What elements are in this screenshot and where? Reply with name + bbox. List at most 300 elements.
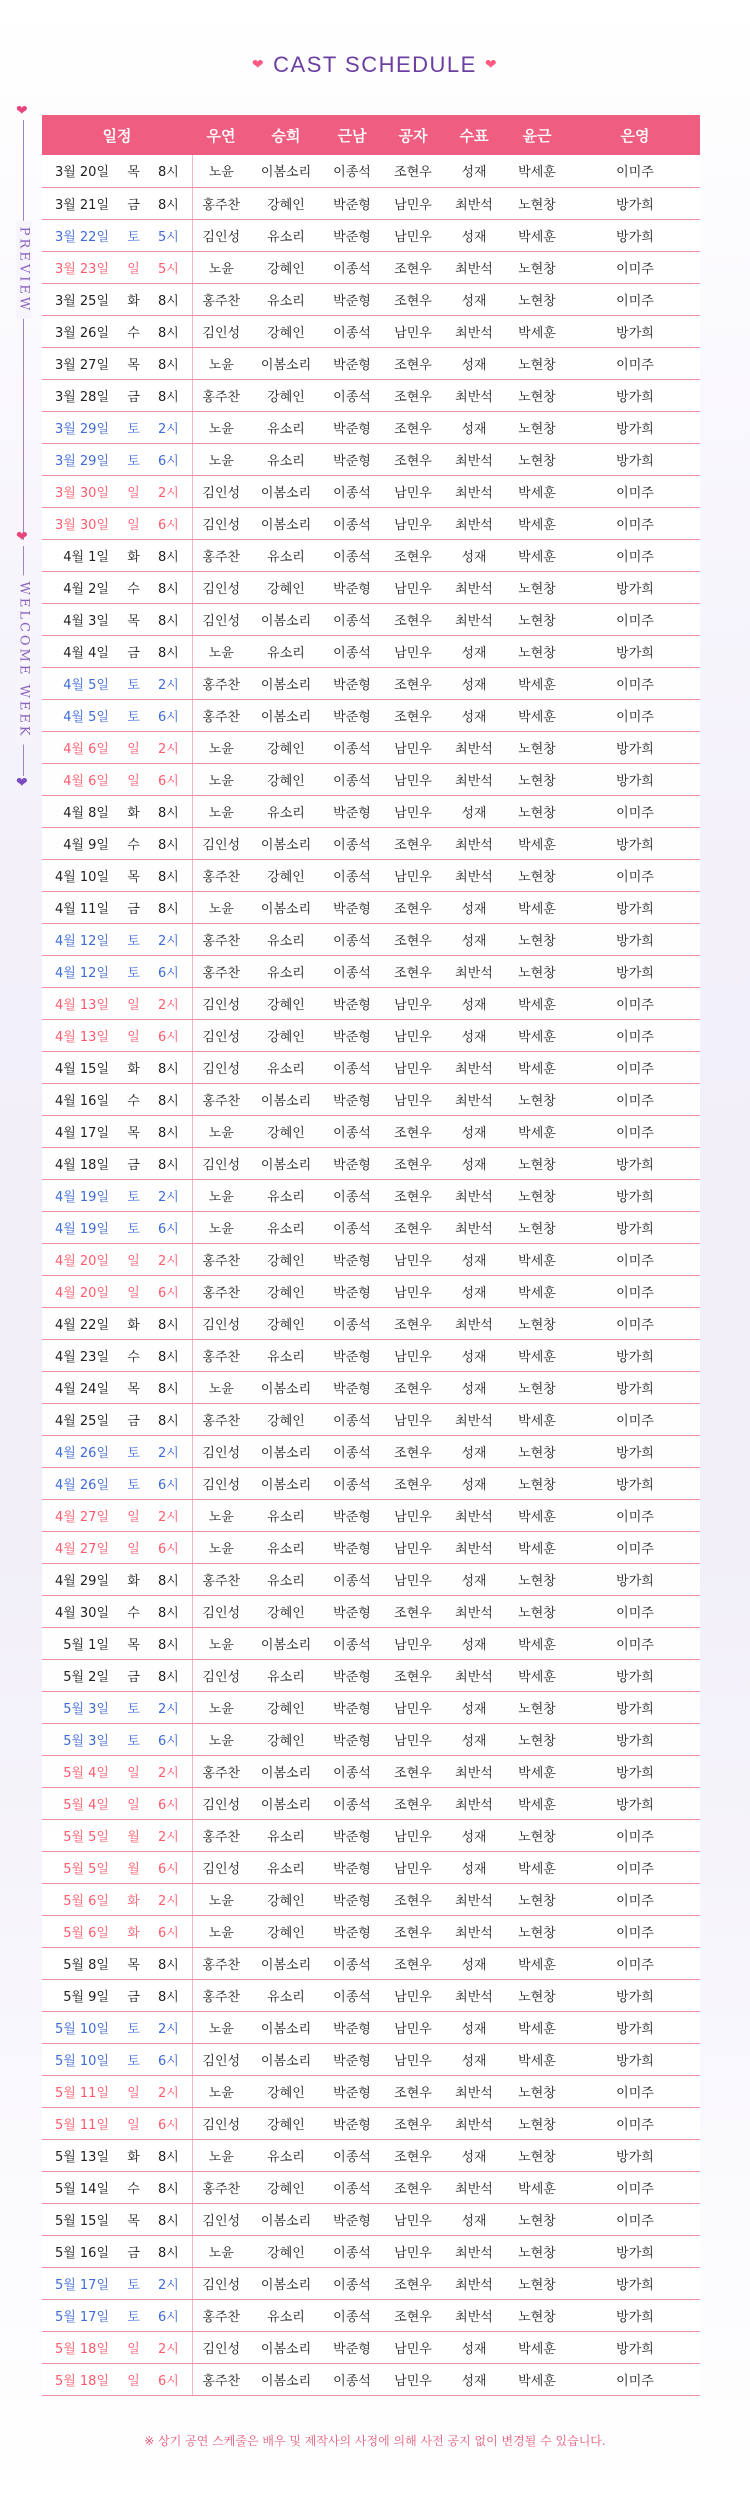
cast-yungeun: 박세훈	[504, 1339, 570, 1371]
cast-yungeun: 노현창	[504, 2203, 570, 2235]
cast-geunnam: 박준형	[322, 699, 382, 731]
cast-eunyeong: 이미주	[570, 1115, 700, 1147]
date-cell: 5월 9일	[42, 1979, 115, 2011]
cast-seunghee: 이봄소리	[250, 347, 322, 379]
table-row	[42, 347, 700, 379]
cast-eunyeong: 방가희	[570, 1179, 700, 1211]
time-cell: 8시	[152, 1947, 192, 1979]
cast-seunghee: 유소리	[250, 1179, 322, 1211]
day-cell: 금	[115, 635, 152, 667]
cast-supyo: 최반석	[444, 859, 504, 891]
cast-yungeun: 박세훈	[504, 2043, 570, 2075]
table-row	[42, 1787, 700, 1819]
day-cell: 금	[115, 891, 152, 923]
cast-yungeun: 노현창	[504, 923, 570, 955]
time-cell: 5시	[152, 251, 192, 283]
cast-geunnam: 이종석	[322, 1755, 382, 1787]
time-cell: 2시	[152, 1819, 192, 1851]
table-row	[42, 1755, 700, 1787]
cast-yungeun: 박세훈	[504, 1051, 570, 1083]
day-cell: 화	[115, 1915, 152, 1947]
cast-gongja: 남민우	[382, 1051, 444, 1083]
cast-yungeun: 노현창	[504, 1147, 570, 1179]
cast-supyo: 성재	[444, 1819, 504, 1851]
cast-uyeon: 노윤	[192, 347, 250, 379]
time-cell: 2시	[152, 2075, 192, 2107]
cast-seunghee: 강혜인	[250, 1403, 322, 1435]
date-cell: 4월 15일	[42, 1051, 115, 1083]
cast-yungeun: 노현창	[504, 795, 570, 827]
cast-eunyeong: 방가희	[570, 443, 700, 475]
cast-uyeon: 김인성	[192, 1595, 250, 1627]
cast-seunghee: 이봄소리	[250, 891, 322, 923]
cast-uyeon: 김인성	[192, 2107, 250, 2139]
time-cell: 8시	[152, 891, 192, 923]
cast-gongja: 조현우	[382, 539, 444, 571]
date-cell: 4월 29일	[42, 1563, 115, 1595]
table-row	[42, 475, 700, 507]
cast-uyeon: 홍주찬	[192, 1755, 250, 1787]
cast-seunghee: 강혜인	[250, 2235, 322, 2267]
cast-uyeon: 홍주찬	[192, 1275, 250, 1307]
cast-uyeon: 홍주찬	[192, 1339, 250, 1371]
cast-geunnam: 이종석	[322, 731, 382, 763]
cast-yungeun: 박세훈	[504, 667, 570, 699]
cast-seunghee: 이봄소리	[250, 507, 322, 539]
cast-supyo: 성재	[444, 1371, 504, 1403]
cast-eunyeong: 방가희	[570, 411, 700, 443]
cast-gongja: 조현우	[382, 699, 444, 731]
cast-gongja: 조현우	[382, 923, 444, 955]
time-cell: 2시	[152, 2011, 192, 2043]
cast-geunnam: 이종석	[322, 859, 382, 891]
day-cell: 토	[115, 2267, 152, 2299]
table-row	[42, 411, 700, 443]
table-row	[42, 187, 700, 219]
cast-supyo: 성재	[444, 219, 504, 251]
cast-seunghee: 이봄소리	[250, 2043, 322, 2075]
day-cell: 토	[115, 1723, 152, 1755]
time-cell: 8시	[152, 1979, 192, 2011]
cast-seunghee: 강혜인	[250, 1595, 322, 1627]
cast-geunnam: 이종석	[322, 1051, 382, 1083]
day-cell: 목	[115, 603, 152, 635]
cast-supyo: 최반석	[444, 603, 504, 635]
table-row	[42, 1659, 700, 1691]
date-cell: 3월 20일	[42, 155, 115, 187]
cast-supyo: 성재	[444, 1467, 504, 1499]
date-cell: 5월 8일	[42, 1947, 115, 1979]
notice-text: ※ 상기 공연 스케줄은 배우 및 제작사의 사정에 의해 사전 공지 없이 변경될 수 있습니다.	[144, 2434, 606, 2448]
cast-seunghee: 강혜인	[250, 379, 322, 411]
cast-gongja: 남민우	[382, 1403, 444, 1435]
cast-geunnam: 이종석	[322, 315, 382, 347]
cast-eunyeong: 방가희	[570, 2267, 700, 2299]
cast-seunghee: 유소리	[250, 219, 322, 251]
header-seunghee: 승희	[250, 115, 322, 155]
cast-gongja: 조현우	[382, 1883, 444, 1915]
cast-supyo: 최반석	[444, 1883, 504, 1915]
cast-gongja: 조현우	[382, 1307, 444, 1339]
date-cell: 3월 29일	[42, 443, 115, 475]
cast-eunyeong: 방가희	[570, 635, 700, 667]
cast-eunyeong: 이미주	[570, 859, 700, 891]
cast-uyeon: 김인성	[192, 1851, 250, 1883]
cast-seunghee: 이봄소리	[250, 155, 322, 187]
cast-seunghee: 이봄소리	[250, 667, 322, 699]
time-cell: 8시	[152, 1563, 192, 1595]
cast-eunyeong: 방가희	[570, 1691, 700, 1723]
date-cell: 5월 1일	[42, 1627, 115, 1659]
time-cell: 2시	[152, 475, 192, 507]
cast-uyeon: 김인성	[192, 987, 250, 1019]
cast-uyeon: 노윤	[192, 2011, 250, 2043]
cast-geunnam: 이종석	[322, 379, 382, 411]
date-cell: 3월 26일	[42, 315, 115, 347]
table-row	[42, 379, 700, 411]
cast-geunnam: 박준형	[322, 1659, 382, 1691]
cast-seunghee: 이봄소리	[250, 603, 322, 635]
cast-geunnam: 박준형	[322, 1851, 382, 1883]
cast-yungeun: 노현창	[504, 1371, 570, 1403]
cast-seunghee: 이봄소리	[250, 2363, 322, 2395]
cast-geunnam: 이종석	[322, 603, 382, 635]
cast-uyeon: 김인성	[192, 1147, 250, 1179]
cast-yungeun: 노현창	[504, 1723, 570, 1755]
cast-yungeun: 박세훈	[504, 1627, 570, 1659]
cast-geunnam: 박준형	[322, 2043, 382, 2075]
cast-geunnam: 이종석	[322, 2139, 382, 2171]
header-uyeon: 우연	[192, 115, 250, 155]
table-row	[42, 251, 700, 283]
cast-eunyeong: 방가희	[570, 1211, 700, 1243]
time-cell: 2시	[152, 1435, 192, 1467]
day-cell: 목	[115, 1115, 152, 1147]
table-row	[42, 2203, 700, 2235]
cast-uyeon: 홍주찬	[192, 1243, 250, 1275]
cast-eunyeong: 방가희	[570, 1371, 700, 1403]
time-cell: 6시	[152, 1275, 192, 1307]
cast-seunghee: 이봄소리	[250, 1627, 322, 1659]
cast-uyeon: 김인성	[192, 1467, 250, 1499]
day-cell: 목	[115, 859, 152, 891]
time-cell: 6시	[152, 2299, 192, 2331]
cast-supyo: 최반석	[444, 2299, 504, 2331]
cast-uyeon: 홍주찬	[192, 2363, 250, 2395]
date-cell: 4월 6일	[42, 731, 115, 763]
day-cell: 토	[115, 955, 152, 987]
table-row	[42, 859, 700, 891]
table-row	[42, 923, 700, 955]
time-cell: 2시	[152, 1499, 192, 1531]
cast-eunyeong: 방가희	[570, 1723, 700, 1755]
cast-uyeon: 노윤	[192, 763, 250, 795]
date-cell: 4월 18일	[42, 1147, 115, 1179]
header-gongja: 공자	[382, 115, 444, 155]
cast-gongja: 남민우	[382, 763, 444, 795]
cast-supyo: 최반석	[444, 2267, 504, 2299]
table-row	[42, 1883, 700, 1915]
cast-eunyeong: 방가희	[570, 1563, 700, 1595]
table-row	[42, 1947, 700, 1979]
cast-yungeun: 박세훈	[504, 827, 570, 859]
cast-yungeun: 박세훈	[504, 1403, 570, 1435]
cast-uyeon: 홍주찬	[192, 539, 250, 571]
time-cell: 8시	[152, 795, 192, 827]
time-cell: 6시	[152, 1787, 192, 1819]
cast-seunghee: 유소리	[250, 635, 322, 667]
date-cell: 4월 16일	[42, 1083, 115, 1115]
day-cell: 토	[115, 1691, 152, 1723]
cast-seunghee: 유소리	[250, 795, 322, 827]
header-eunyeong: 은영	[570, 115, 700, 155]
cast-gongja: 조현우	[382, 1947, 444, 1979]
cast-supyo: 성재	[444, 699, 504, 731]
cast-yungeun: 박세훈	[504, 2363, 570, 2395]
cast-uyeon: 김인성	[192, 2043, 250, 2075]
cast-supyo: 최반석	[444, 1531, 504, 1563]
day-cell: 토	[115, 1435, 152, 1467]
cast-yungeun: 노현창	[504, 283, 570, 315]
cast-seunghee: 유소리	[250, 1211, 322, 1243]
cast-seunghee: 이봄소리	[250, 2203, 322, 2235]
date-cell: 3월 29일	[42, 411, 115, 443]
cast-gongja: 남민우	[382, 219, 444, 251]
cast-seunghee: 유소리	[250, 1851, 322, 1883]
cast-geunnam: 박준형	[322, 187, 382, 219]
table-row	[42, 2267, 700, 2299]
date-cell: 3월 23일	[42, 251, 115, 283]
cast-supyo: 최반석	[444, 955, 504, 987]
cast-supyo: 최반석	[444, 1403, 504, 1435]
day-cell: 목	[115, 1947, 152, 1979]
cast-yungeun: 노현창	[504, 1979, 570, 2011]
cast-seunghee: 강혜인	[250, 2075, 322, 2107]
time-cell: 8시	[152, 603, 192, 635]
table-row	[42, 1467, 700, 1499]
date-cell: 3월 21일	[42, 187, 115, 219]
cast-geunnam: 박준형	[322, 1019, 382, 1051]
cast-seunghee: 강혜인	[250, 2171, 322, 2203]
day-cell: 화	[115, 539, 152, 571]
cast-supyo: 최반석	[444, 2107, 504, 2139]
cast-gongja: 남민우	[382, 1339, 444, 1371]
cast-yungeun: 노현창	[504, 1563, 570, 1595]
cast-geunnam: 박준형	[322, 2203, 382, 2235]
time-cell: 8시	[152, 2171, 192, 2203]
cast-eunyeong: 이미주	[570, 2363, 700, 2395]
cast-seunghee: 강혜인	[250, 1723, 322, 1755]
cast-gongja: 조현우	[382, 1115, 444, 1147]
cast-gongja: 조현우	[382, 2075, 444, 2107]
day-cell: 수	[115, 1595, 152, 1627]
cast-uyeon: 홍주찬	[192, 1819, 250, 1851]
day-cell: 토	[115, 667, 152, 699]
cast-eunyeong: 이미주	[570, 1627, 700, 1659]
time-cell: 2시	[152, 2267, 192, 2299]
cast-geunnam: 이종석	[322, 507, 382, 539]
cast-supyo: 최반석	[444, 2171, 504, 2203]
cast-geunnam: 박준형	[322, 2331, 382, 2363]
table-row	[42, 1339, 700, 1371]
time-cell: 6시	[152, 2107, 192, 2139]
cast-supyo: 성재	[444, 155, 504, 187]
cast-geunnam: 박준형	[322, 1691, 382, 1723]
time-cell: 8시	[152, 571, 192, 603]
cast-uyeon: 김인성	[192, 475, 250, 507]
date-cell: 5월 10일	[42, 2043, 115, 2075]
table-row	[42, 219, 700, 251]
time-cell: 2시	[152, 1883, 192, 1915]
table-row	[42, 443, 700, 475]
date-cell: 3월 28일	[42, 379, 115, 411]
cast-seunghee: 강혜인	[250, 1883, 322, 1915]
time-cell: 6시	[152, 2043, 192, 2075]
cast-yungeun: 박세훈	[504, 1115, 570, 1147]
cast-yungeun: 노현창	[504, 2299, 570, 2331]
cast-eunyeong: 이미주	[570, 1819, 700, 1851]
cast-geunnam: 박준형	[322, 1819, 382, 1851]
cast-uyeon: 노윤	[192, 1627, 250, 1659]
cast-yungeun: 노현창	[504, 1179, 570, 1211]
table-row	[42, 155, 700, 187]
cast-gongja: 조현우	[382, 1915, 444, 1947]
time-cell: 8시	[152, 2203, 192, 2235]
cast-eunyeong: 이미주	[570, 1499, 700, 1531]
schedule-body	[42, 155, 700, 2395]
day-cell: 일	[115, 1531, 152, 1563]
cast-geunnam: 이종석	[322, 539, 382, 571]
time-cell: 6시	[152, 699, 192, 731]
table-row	[42, 731, 700, 763]
time-cell: 6시	[152, 443, 192, 475]
cast-geunnam: 박준형	[322, 1147, 382, 1179]
date-cell: 4월 24일	[42, 1371, 115, 1403]
date-cell: 4월 23일	[42, 1339, 115, 1371]
table-row	[42, 1307, 700, 1339]
cast-eunyeong: 이미주	[570, 2107, 700, 2139]
cast-gongja: 조현우	[382, 891, 444, 923]
cast-eunyeong: 이미주	[570, 1883, 700, 1915]
cast-eunyeong: 방가희	[570, 2139, 700, 2171]
cast-eunyeong: 이미주	[570, 1019, 700, 1051]
cast-uyeon: 홍주찬	[192, 2299, 250, 2331]
cast-geunnam: 이종석	[322, 923, 382, 955]
date-cell: 3월 27일	[42, 347, 115, 379]
time-cell: 5시	[152, 219, 192, 251]
cast-seunghee: 유소리	[250, 1531, 322, 1563]
date-cell: 4월 4일	[42, 635, 115, 667]
cast-supyo: 최반석	[444, 1051, 504, 1083]
cast-gongja: 남민우	[382, 1083, 444, 1115]
cast-seunghee: 유소리	[250, 1979, 322, 2011]
cast-seunghee: 이봄소리	[250, 1947, 322, 1979]
cast-yungeun: 노현창	[504, 1211, 570, 1243]
cast-yungeun: 노현창	[504, 347, 570, 379]
cast-yungeun: 박세훈	[504, 507, 570, 539]
table-row	[42, 283, 700, 315]
date-cell: 4월 9일	[42, 827, 115, 859]
table-row	[42, 1627, 700, 1659]
cast-uyeon: 홍주찬	[192, 283, 250, 315]
time-cell: 8시	[152, 635, 192, 667]
day-cell: 일	[115, 475, 152, 507]
time-cell: 6시	[152, 2363, 192, 2395]
table-row	[42, 699, 700, 731]
cast-yungeun: 박세훈	[504, 1947, 570, 1979]
cast-geunnam: 박준형	[322, 1499, 382, 1531]
cast-eunyeong: 이미주	[570, 1851, 700, 1883]
cast-supyo: 성재	[444, 795, 504, 827]
cast-eunyeong: 방가희	[570, 731, 700, 763]
cast-yungeun: 노현창	[504, 763, 570, 795]
cast-uyeon: 노윤	[192, 155, 250, 187]
cast-eunyeong: 방가희	[570, 1787, 700, 1819]
cast-uyeon: 김인성	[192, 219, 250, 251]
cast-supyo: 성재	[444, 1723, 504, 1755]
cast-seunghee: 이봄소리	[250, 699, 322, 731]
cast-eunyeong: 이미주	[570, 2203, 700, 2235]
table-row	[42, 2331, 700, 2363]
cast-uyeon: 노윤	[192, 731, 250, 763]
time-cell: 6시	[152, 1531, 192, 1563]
cast-gongja: 조현우	[382, 1435, 444, 1467]
heart-icon: ❤	[16, 103, 28, 119]
cast-eunyeong: 방가희	[570, 1147, 700, 1179]
cast-supyo: 성재	[444, 891, 504, 923]
table-row	[42, 2171, 700, 2203]
day-cell: 금	[115, 1403, 152, 1435]
cast-eunyeong: 방가희	[570, 763, 700, 795]
cast-geunnam: 이종석	[322, 2363, 382, 2395]
cast-eunyeong: 방가희	[570, 2235, 700, 2267]
cast-eunyeong: 방가희	[570, 2331, 700, 2363]
day-cell: 일	[115, 2331, 152, 2363]
cast-gongja: 남민우	[382, 1627, 444, 1659]
date-cell: 5월 17일	[42, 2299, 115, 2331]
time-cell: 6시	[152, 1019, 192, 1051]
cast-geunnam: 이종석	[322, 2235, 382, 2267]
date-cell: 5월 2일	[42, 1659, 115, 1691]
heart-icon: ❤	[16, 775, 28, 791]
cast-gongja: 조현우	[382, 379, 444, 411]
cast-gongja: 남민우	[382, 2235, 444, 2267]
day-cell: 목	[115, 347, 152, 379]
date-cell: 5월 15일	[42, 2203, 115, 2235]
date-cell: 5월 17일	[42, 2267, 115, 2299]
cast-geunnam: 박준형	[322, 2075, 382, 2107]
date-cell: 4월 12일	[42, 955, 115, 987]
cast-seunghee: 강혜인	[250, 763, 322, 795]
cast-geunnam: 이종석	[322, 1403, 382, 1435]
time-cell: 2시	[152, 2331, 192, 2363]
cast-supyo: 최반석	[444, 2235, 504, 2267]
table-row	[42, 1179, 700, 1211]
cast-supyo: 최반석	[444, 1083, 504, 1115]
cast-seunghee: 유소리	[250, 443, 322, 475]
cast-yungeun: 박세훈	[504, 1851, 570, 1883]
time-cell: 8시	[152, 155, 192, 187]
cast-geunnam: 박준형	[322, 443, 382, 475]
cast-gongja: 남민우	[382, 1851, 444, 1883]
cast-eunyeong: 이미주	[570, 667, 700, 699]
cast-geunnam: 이종석	[322, 635, 382, 667]
date-cell: 4월 26일	[42, 1467, 115, 1499]
cast-eunyeong: 이미주	[570, 1275, 700, 1307]
time-cell: 8시	[152, 1595, 192, 1627]
date-cell: 4월 13일	[42, 987, 115, 1019]
time-cell: 8시	[152, 379, 192, 411]
